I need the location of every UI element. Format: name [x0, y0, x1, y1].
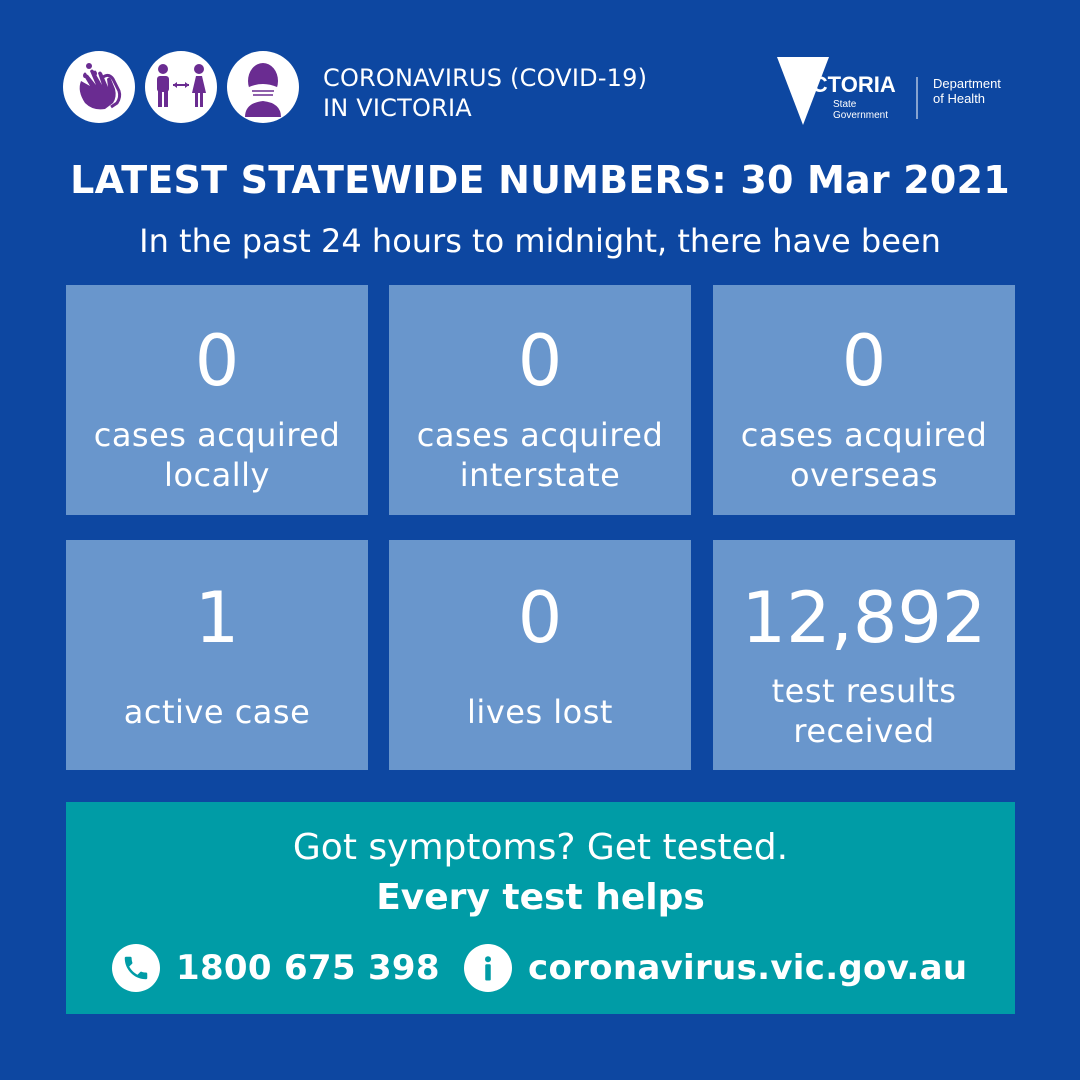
stat-label-line2: locally [164, 456, 270, 494]
face-mask-icon [227, 51, 299, 123]
stat-label-line2: overseas [790, 456, 938, 494]
hand-washing-icon [63, 51, 135, 123]
stat-value: 12,892 [741, 577, 987, 659]
logo-victoria-text: VICTORIA [791, 72, 896, 97]
social-distancing-icon [145, 51, 217, 123]
header-title [323, 63, 647, 123]
logo-government-text: Government [833, 110, 889, 121]
stat-label-line2: received [793, 712, 935, 750]
header-title-line1: CORONAVIRUS (COVID-19) [323, 64, 648, 92]
website-contact[interactable] [464, 942, 967, 994]
header-title-line2: IN VICTORIA [323, 94, 472, 122]
stat-label [66, 692, 368, 732]
stat-label-line1: cases acquired [93, 416, 341, 454]
stat-label-line1: cases acquired [740, 416, 988, 454]
stat-value: 0 [517, 320, 563, 402]
logo-department-text: Department [933, 76, 1001, 91]
stat-label [713, 415, 1015, 495]
cta-line1: Got symptoms? Get tested. [292, 827, 789, 868]
logo-state-text: State [833, 99, 857, 110]
headline: LATEST STATEWIDE NUMBERS: 30 Mar 2021 [70, 158, 1010, 202]
victoria-government-logo [775, 55, 1035, 130]
stat-card-lives-lost [389, 540, 691, 770]
stat-card-local [66, 285, 368, 515]
stat-card-overseas [713, 285, 1015, 515]
stat-value: 0 [841, 320, 887, 402]
phone-icon [112, 944, 160, 992]
stat-card-interstate [389, 285, 691, 515]
info-icon [464, 944, 512, 992]
stat-label [713, 671, 1015, 751]
stat-label [66, 415, 368, 495]
stat-label [389, 415, 691, 495]
subhead: In the past 24 hours to midnight, there have been [139, 222, 941, 260]
stat-label-line1: test results [771, 672, 957, 710]
stat-value: 1 [194, 577, 240, 659]
phone-number[interactable]: 1800 675 398 [176, 948, 440, 988]
stat-label-line2: interstate [459, 456, 621, 494]
stat-card-tests [713, 540, 1015, 770]
stat-label [389, 692, 691, 732]
cta-line2: Every test helps [376, 877, 705, 918]
stat-value: 0 [194, 320, 240, 402]
stat-label-line1: cases acquired [416, 416, 664, 454]
stat-value: 0 [517, 577, 563, 659]
website-link[interactable]: coronavirus.vic.gov.au [528, 948, 968, 988]
stat-label-line1: lives lost [467, 693, 613, 731]
stat-card-active [66, 540, 368, 770]
stat-label-line1: active case [123, 693, 311, 731]
logo-of-health-text: of Health [933, 91, 986, 106]
phone-contact[interactable] [112, 942, 440, 994]
cta-panel [66, 802, 1015, 1014]
